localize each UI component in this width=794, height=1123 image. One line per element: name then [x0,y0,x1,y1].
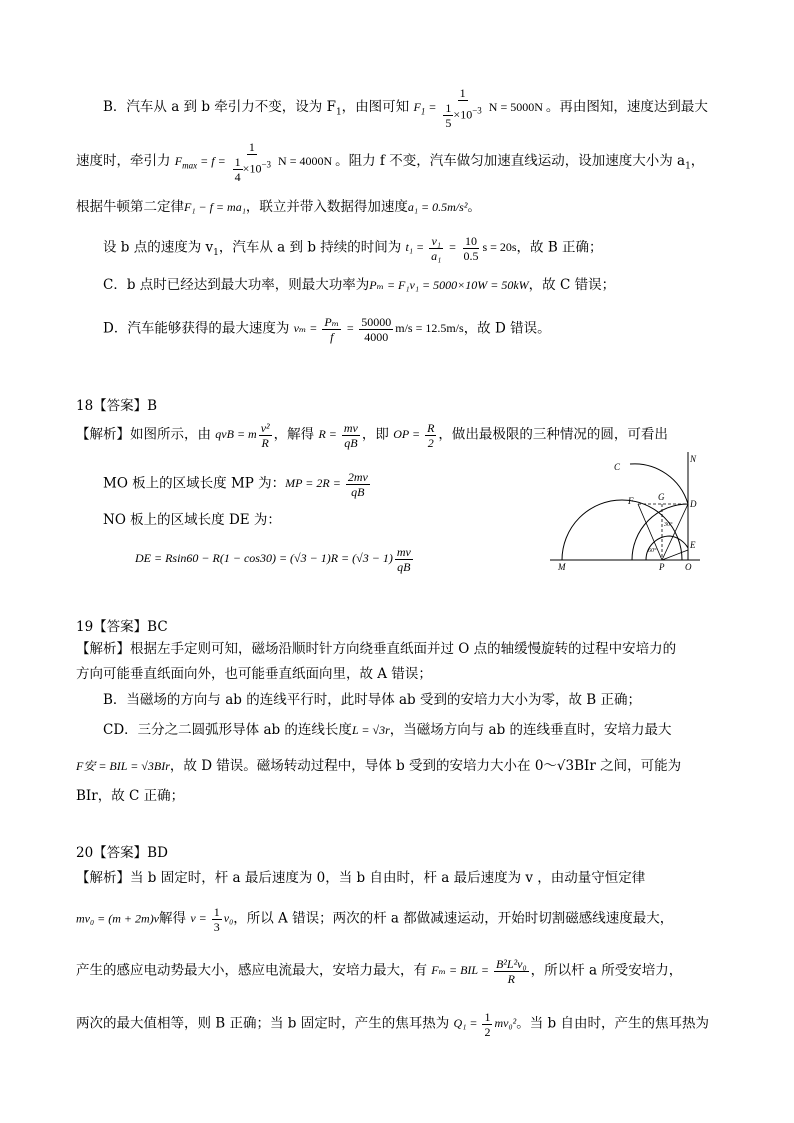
q19-answer: 19【答案】BC [76,619,168,635]
p17c-line: C．b 点时已经达到最大功率，则最大功率为Pₘ = F₁v₁ = 5000×10W = 50kW，故 C 错误； [103,277,616,293]
p17b-line2: 速度时，牵引力 $F_{max} = f$ = 1 $\frac{1}{4}$ $\times 10^{-3}$ N = 4000N 。阻力 f 不变，汽车做匀加速直线运动，设加速度大小为 $a_1$， [76,140,705,184]
q20-answer: 20【答案】BD [76,845,168,861]
q18-de: DE = Rsin60 − R(1 − cos30) = (√3 − 1)R = (√3 − 1) $\frac{mv}{qB}$ [135,545,411,574]
text: ，由图可知 [341,98,410,115]
q20-line2: mv₀ = (m + 2m)v解得 v = $\frac{1}{3}$ v₀，所以 A 错误；两次的杆 a 都做减速运动，开始时切割磁感线速度最大， [76,905,674,934]
label-e: E [690,540,696,550]
label-g: G [658,492,665,502]
label-n: N [690,454,697,464]
q19-line2: 方向可能垂直纸面向外，也可能垂直纸面向里，故 A 错误； [76,666,432,682]
q19-line4: CD．三分之二圆弧形导体 ab 的连线长度L = √3r，当磁场方向与 ab 的连线垂直时，安培力最大 [103,722,672,738]
q19-line6: BIr，故 C 正确； [76,788,185,804]
p17d-line: D．汽车能够获得的最大速度为 vₘ = $\frac{\text{Pₘ}}{f}$ = $\frac{50000}{4000}$ m/s = 12.5m/s，故 D 错误。 [103,315,551,344]
q20-line3: 产生的感应电动势最大小，感应电流最大，安培力最大，有 Fₘ = BIL = $\frac{\text{B²L²v₀}}{R}$ ，所以杆 a 所受安培力， [76,957,683,986]
q19-line1: 【解析】根据左手定则可知，磁场沿顺时针方向绕垂直纸面并过 O 点的轴缓慢旋转的过程中安培力的 [76,641,677,657]
p17b-line1: B．汽车从 a 到 b 牵引力不变，设为 $F_1$，由图可知 $F_1$ = 1 $\frac{1}{5}$ $\times 10^{-3}$ N = 5000N 。再由图知，速度达到最大 [103,86,708,130]
label-p: P [659,562,665,572]
q18-no: NO 板上的区域长度 DE 为： [103,512,281,528]
label-c: C [614,462,621,472]
text: B．汽车从 a 到 b 牵引力不变，设为 F [103,98,336,115]
q18-answer: 18【答案】B [76,398,158,414]
label-o: O [685,562,692,572]
q19-line3: B．当磁场的方向与 ab 的连线平行时，此时导体 ab 受到的安培力大小为零，故 B 正确； [103,692,641,708]
q20-line1: 【解析】当 b 固定时，杆 a 最后速度为 0，当 b 自由时，杆 a 最后速度为 v ，由动量守恒定律 [76,870,646,886]
label-f: F [628,496,634,506]
label-m: M [558,562,566,572]
text: 。再由图知，速度达到最大 [545,98,708,115]
p17b-line4: 设 b 点的速度为 $v_1$，汽车从 a 到 b 持续的时间为 t₁ = $\frac{\text{v₁}}{\text{a₁}}$ = $\frac{10}{0.5}$ s = 20s，故 B 正确； [103,234,603,263]
q19-line5: F安 = BIL = √3BIr，故 D 错误。磁场转动过程中，导体 b 受到的安培力大小在 0～√3BIr 之间，可能为 [76,758,682,774]
limit-arc [630,464,688,560]
label-d: D [690,499,697,509]
fmax-eq: $F_{max} = f$ = 1 $\frac{1}{4}$ $\times 10^{-3}$ N = 4000N [174,140,333,184]
label-60: 60° [648,548,657,554]
p17b-line3: 根据牛顿第二定律F₁ − f = ma₁，联立并带入数据得加速度a₁ = 0.5m/s²。 [76,199,481,215]
q18-analysis: 【解析】如图所示，由 qvB = m $\frac{\text{v²}}{R}$ ，解得 R = $\frac{mv}{qB}$ ，即 OP = $\frac{R}{2}$ ，做出最极限的三种情况的圆，可看出 [76,421,668,450]
q20-line4: 两次的最大值相等，则 B 正确；当 b 固定时，产生的焦耳热为 Q₁ = $\frac{1}{2}$ mv₀²。当 b 自由时，产生的焦耳热为 [76,1010,709,1039]
f1-eq: $F_1$ = 1 $\frac{1}{5}$ $\times 10^{-3}$ N = 5000N [413,86,543,130]
q18-mo: MO 板上的区域长度 MP 为：MP = 2R = $\frac{2mv}{qB}$ [103,470,368,499]
magnetic-field-diagram [550,452,710,572]
label-30: 30° [664,522,673,528]
